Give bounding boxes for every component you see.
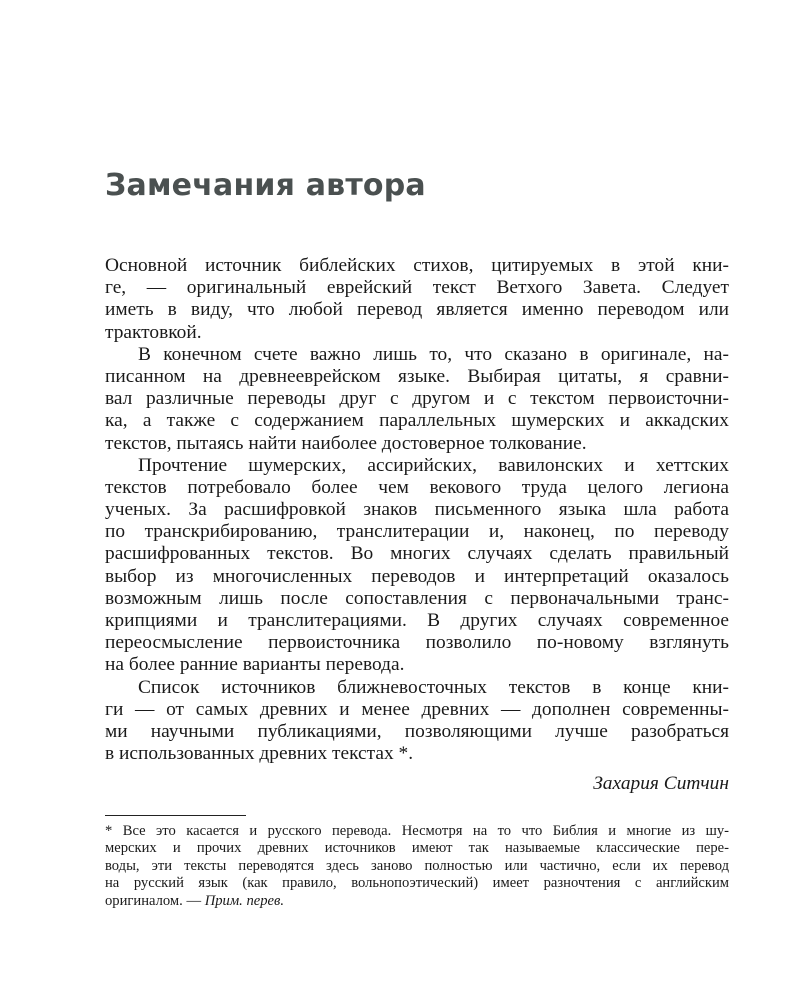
text-line: ми научными публикациями, позволяющими лучше разобраться	[105, 720, 729, 742]
text-line: на более ранние варианты перевода.	[105, 654, 405, 676]
footnote-divider	[105, 815, 246, 816]
text-line: В конечном счете важно лишь то, что сказано в оригинале, на-	[138, 343, 729, 365]
text-line: в использованных древних текстах *.	[105, 743, 414, 765]
footnote-line: мерских и прочих древних источников имеют так называемые классические пере-	[105, 840, 729, 857]
text-line: ученых. За расшифровкой знаков письменного языка шла работа	[105, 499, 729, 521]
footnote-line: на русский язык (как правило, вольнопоэтический) имеет разночтения с английским	[105, 875, 729, 892]
footnote-line: * Все это касается и русского перевода. Несмотря на то что Библия и многие из шу-	[105, 823, 729, 839]
text-line: ги — от самых древних и менее древних — дополнен современны-	[105, 698, 729, 720]
page-title: Замечания автора	[105, 168, 426, 203]
text-line: ка, а также с содержанием параллельных шумерских и аккадских	[105, 410, 729, 432]
text-line: текстов, пытаясь найти наиболее достоверное толкование.	[105, 432, 587, 454]
text-line: выбор из многочисленных переводов и интерпретаций оказалось	[105, 565, 729, 587]
text-line: трактовкой.	[105, 321, 202, 343]
text-line: ге, — оригинальный еврейский текст Ветхого Завета. Следует	[105, 277, 729, 299]
text-line: текстов потребовало более чем векового труда целого легиона	[105, 476, 729, 498]
body-text	[105, 255, 729, 765]
text-line: возможным лишь после сопоставления с первоначальными транс-	[105, 587, 729, 609]
footnote-line: воды, эти тексты переводятся здесь заново полностью или частично, если их перевод	[105, 857, 729, 874]
footnote-line-last	[105, 893, 729, 910]
text-line: Список источников ближневосточных текстов в конце кни-	[138, 676, 729, 698]
text-line: Основной источник библейских стихов, цитируемых в этой кни-	[105, 255, 729, 276]
text-line: вал различные переводы друг с другом и с текстом первоисточни-	[105, 388, 729, 410]
translator-note: Прим. перев.	[204, 892, 284, 909]
author-signature: Захария Ситчин	[593, 773, 729, 794]
footnote-line: оригиналом. —	[105, 892, 202, 909]
text-line: расшифрованных текстов. Во многих случаях сделать правильный	[105, 543, 729, 565]
text-line: Прочтение шумерских, ассирийских, вавилонских и хеттских	[138, 454, 729, 476]
text-line: переосмысление первоисточника позволило по-новому взглянуть	[105, 632, 729, 654]
text-line: крипциями и транслитерациями. В других случаях современное	[105, 610, 729, 631]
footnote	[105, 823, 729, 910]
text-line: иметь в виду, что любой перевод является именно переводом или	[105, 299, 729, 321]
text-line: по транскрибированию, транслитерации и, наконец, по переводу	[105, 521, 729, 543]
text-line: писанном на древнееврейском языке. Выбирая цитаты, я сравни-	[105, 365, 729, 387]
